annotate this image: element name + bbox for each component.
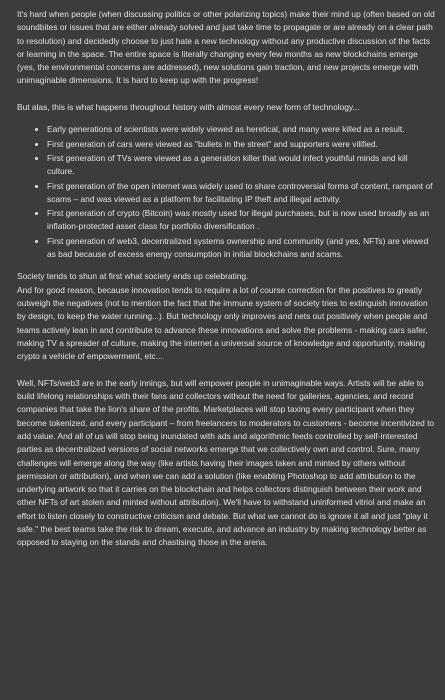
- innovation-paragraph: And for good reason, because innovation tends to require a lot of course correction for the positives to greatly outweigh the negatives (not to mention the fact that the immune system of society tries to extinguish innovation by design, to keep the water running...). But technology only improves and nets out positively when people and teams actively lean in and contribute to advance these innovations and solve the problems - making cars safer, making TV a spreader of culture, making the internet a universal source of knowledge and opportunity, making crypto a vehicle of empowerment, etc...: [17, 284, 428, 362]
- paragraph-spacer: [17, 88, 436, 101]
- list-item: • First generation of crypto (Bitcoin) was mostly used for illegal purchases, but is now used broadly as an inflation-protected asset class for portfolio diversification .: [47, 207, 436, 234]
- list-item: • First generation of the open internet was widely used to share controversial forms of content, rampant of scams – and was viewed as a platform for facilitating IP theft and illegal activity.: [47, 180, 436, 207]
- list-item: • First generation of web3, decentralized systems ownership and community (and yes, NFTs) are viewed as bad because of excess energy consumption in initial blockchains and scams.: [47, 235, 436, 262]
- list-item: • Early generations of scientists were widely viewed as heretical, and many were killed as a result.: [47, 123, 436, 136]
- history-lead-paragraph: But alas, this is what happens throughout history with almost every new form of technology...: [17, 102, 360, 113]
- intro-paragraph: It's hard when people (when discussing politics or other polarizing topics) make their mind up (often based on old soundbites or issues that are either already solved and just take time to propagate or are already on a clear path to resolution) and decidedly choose to just hate a new technology without any productive discussion of the facts or learning in the space. The entire space is literally changing every few months as new blockchains emerge (yes, the environmental concerns are addressed), new solutions gain traction, and new projects emerge with unimaginable dimensions. It is hard to keep up with the progress!: [17, 9, 435, 86]
- nft-web3-paragraph: Well, NFTs/web3 are in the early innings, but will empower people in unimaginable ways. Artists will be able to build lifelong relationships with their fans and collectors without the need for galleries, agencies, and record companies that take the lion's share of the profits. Marketplaces will stop taxing every participant when they become tokenized, and every participant – from freelancers to moderators to customers - become incentivized to add value. And all of us will stop being inundated with ads and algorithmic feeds controlled by self-interested parties as decentralized versions of social networks emerge that we collectively own and control. Sure, many challenges will emerge along the way (like artists having their images taken and minted by others without permission or attribution), and when we can add a solution (like enabling Photoshop to add attribution to the underlying artwork so that it carries on the blockchain and helps collectors distinguish between their work and other NFTs of art stolen and minted without attribution). We'll have to withstand uninformed vitriol and make an effort to listen closely to constructive criticism and debate. But what we cannot do is ignore it all and just "play it safe." the best teams take the risk to dream, execute, and advance an industry by making technology better as opposed to staying on the stands and chastising those in the arena.: [17, 377, 435, 548]
- list-item: • First generation of cars were viewed as "bullets in the street" and supporters were vilified.: [47, 138, 436, 151]
- list-item: • First generation of TVs were viewed as a generation killer that would infect youthful minds and kill culture.: [47, 152, 436, 179]
- society-paragraph: Society tends to shun at first what society ends up celebrating.: [17, 271, 249, 282]
- paragraph-spacer: [17, 363, 436, 376]
- technology-history-list: [17, 123, 436, 261]
